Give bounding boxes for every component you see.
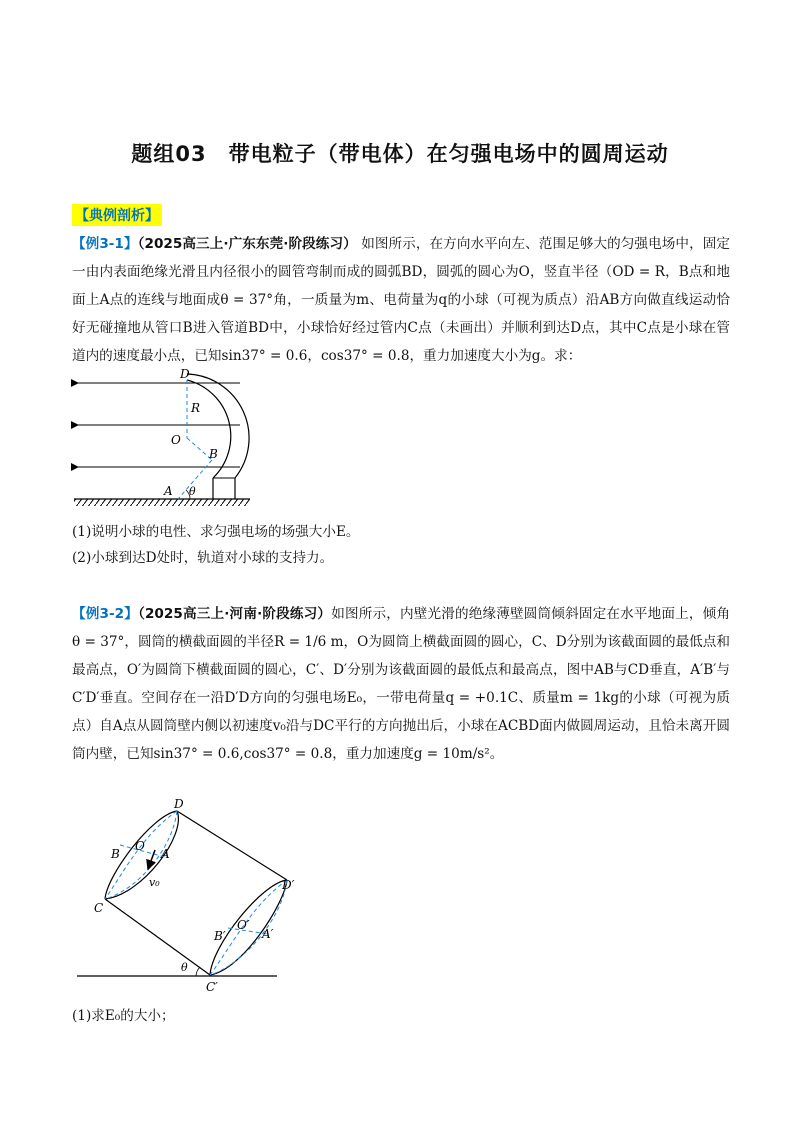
example-2-label: 【例3-2】 [72, 606, 138, 622]
label-C-prime: C′ [206, 980, 218, 994]
label-R: R [191, 401, 201, 415]
example-1-text: 如图所示，在方向水平向左、范围足够大的匀强电场中，固定一由内表面绝缘光滑且内径很小的圆管弯制而成的圆弧BD，圆弧的圆心为O，竖直半径（OD = R，B点和地面上A点的连线与地面成θ = 37°角，一质量为m、电荷量为q的小球（可视为质点）沿AB方向做直线运动恰好无碰撞地从管口B进入管道BD中，小球恰好经过管内C点（未画出）并顺利到达D点，其中C点是小球在管道内的速度最小点，已知sin37° = 0.6，cos37° = 0.8，重力加速度大小为g。求： [72, 236, 730, 364]
label-B-prime: B′ [214, 929, 226, 943]
cylinder-top-edge [177, 811, 287, 880]
figure-2 [72, 795, 295, 995]
label-theta: θ [181, 961, 188, 974]
section-tag: 【典例剖析】 [72, 204, 162, 226]
example-1-label: 【例3-1】 [72, 236, 138, 252]
label-C: C [94, 901, 104, 915]
example-1-question-2: (2)小球到达D处时，轨道对小球的支持力。 [72, 550, 334, 566]
label-O: O [171, 433, 181, 447]
page-title: 题组03 带电粒子（带电体）在匀强电场中的圆周运动 [131, 142, 669, 166]
label-D-prime: D′ [282, 878, 295, 892]
label-B: B [111, 847, 120, 861]
label-v0: v₀ [149, 876, 160, 889]
label-D: D [180, 367, 190, 381]
tube-arc-inner [187, 380, 231, 478]
example-2-source: （2025高三上·河南·阶段练习） [138, 606, 332, 622]
example-1-question-1: (1)说明小球的电性、求匀强电场的场强大小E。 [72, 524, 360, 540]
label-theta: θ [189, 485, 196, 498]
label-D: D [174, 797, 184, 811]
label-O-prime: O′ [237, 918, 250, 932]
tube-arc-outer [187, 374, 249, 478]
example-1-paragraph [72, 230, 730, 370]
example-2-paragraph [72, 600, 730, 768]
cylinder-bottom-edge [105, 899, 210, 975]
label-A: A [164, 484, 173, 498]
ground-hatch [74, 499, 250, 506]
figure-1 [72, 368, 252, 513]
label-O: O [135, 839, 145, 853]
label-B: B [209, 447, 218, 461]
label-A-prime: A′ [262, 927, 274, 941]
label-A: A [161, 847, 170, 861]
example-1-source: （2025高三上·广东东莞·阶段练习） [137, 236, 357, 252]
example-2-question-1: (1)求E₀的大小； [72, 1008, 175, 1024]
example-2-text: 如图所示，内壁光滑的绝缘薄壁圆筒倾斜固定在水平地面上，倾角θ = 37°，圆筒的横截面圆的半径R = 1/6 m，O为圆筒上横截面圆的圆心，C、D分别为该截面圆的最低点和最高点，O′为圆筒下横截面圆的圆心，C′、D′分别为该截面圆的最低点和最高点，图中AB与CD垂直，A′B′与C′D′垂直。空间存在一沿D′D方向的匀强电场E₀，一带电荷量q = +0.1C、质量m = 1kg的小球（可视为质点）自A点从圆筒壁内侧以初速度v₀沿与DC平行的方向抛出后，小球在ACBD面内做圆周运动，且恰未离开圆筒内壁，已知sin37° = 0.6,cos37° = 0.8，重力加速度g = 10m/s²。 [72, 606, 730, 762]
